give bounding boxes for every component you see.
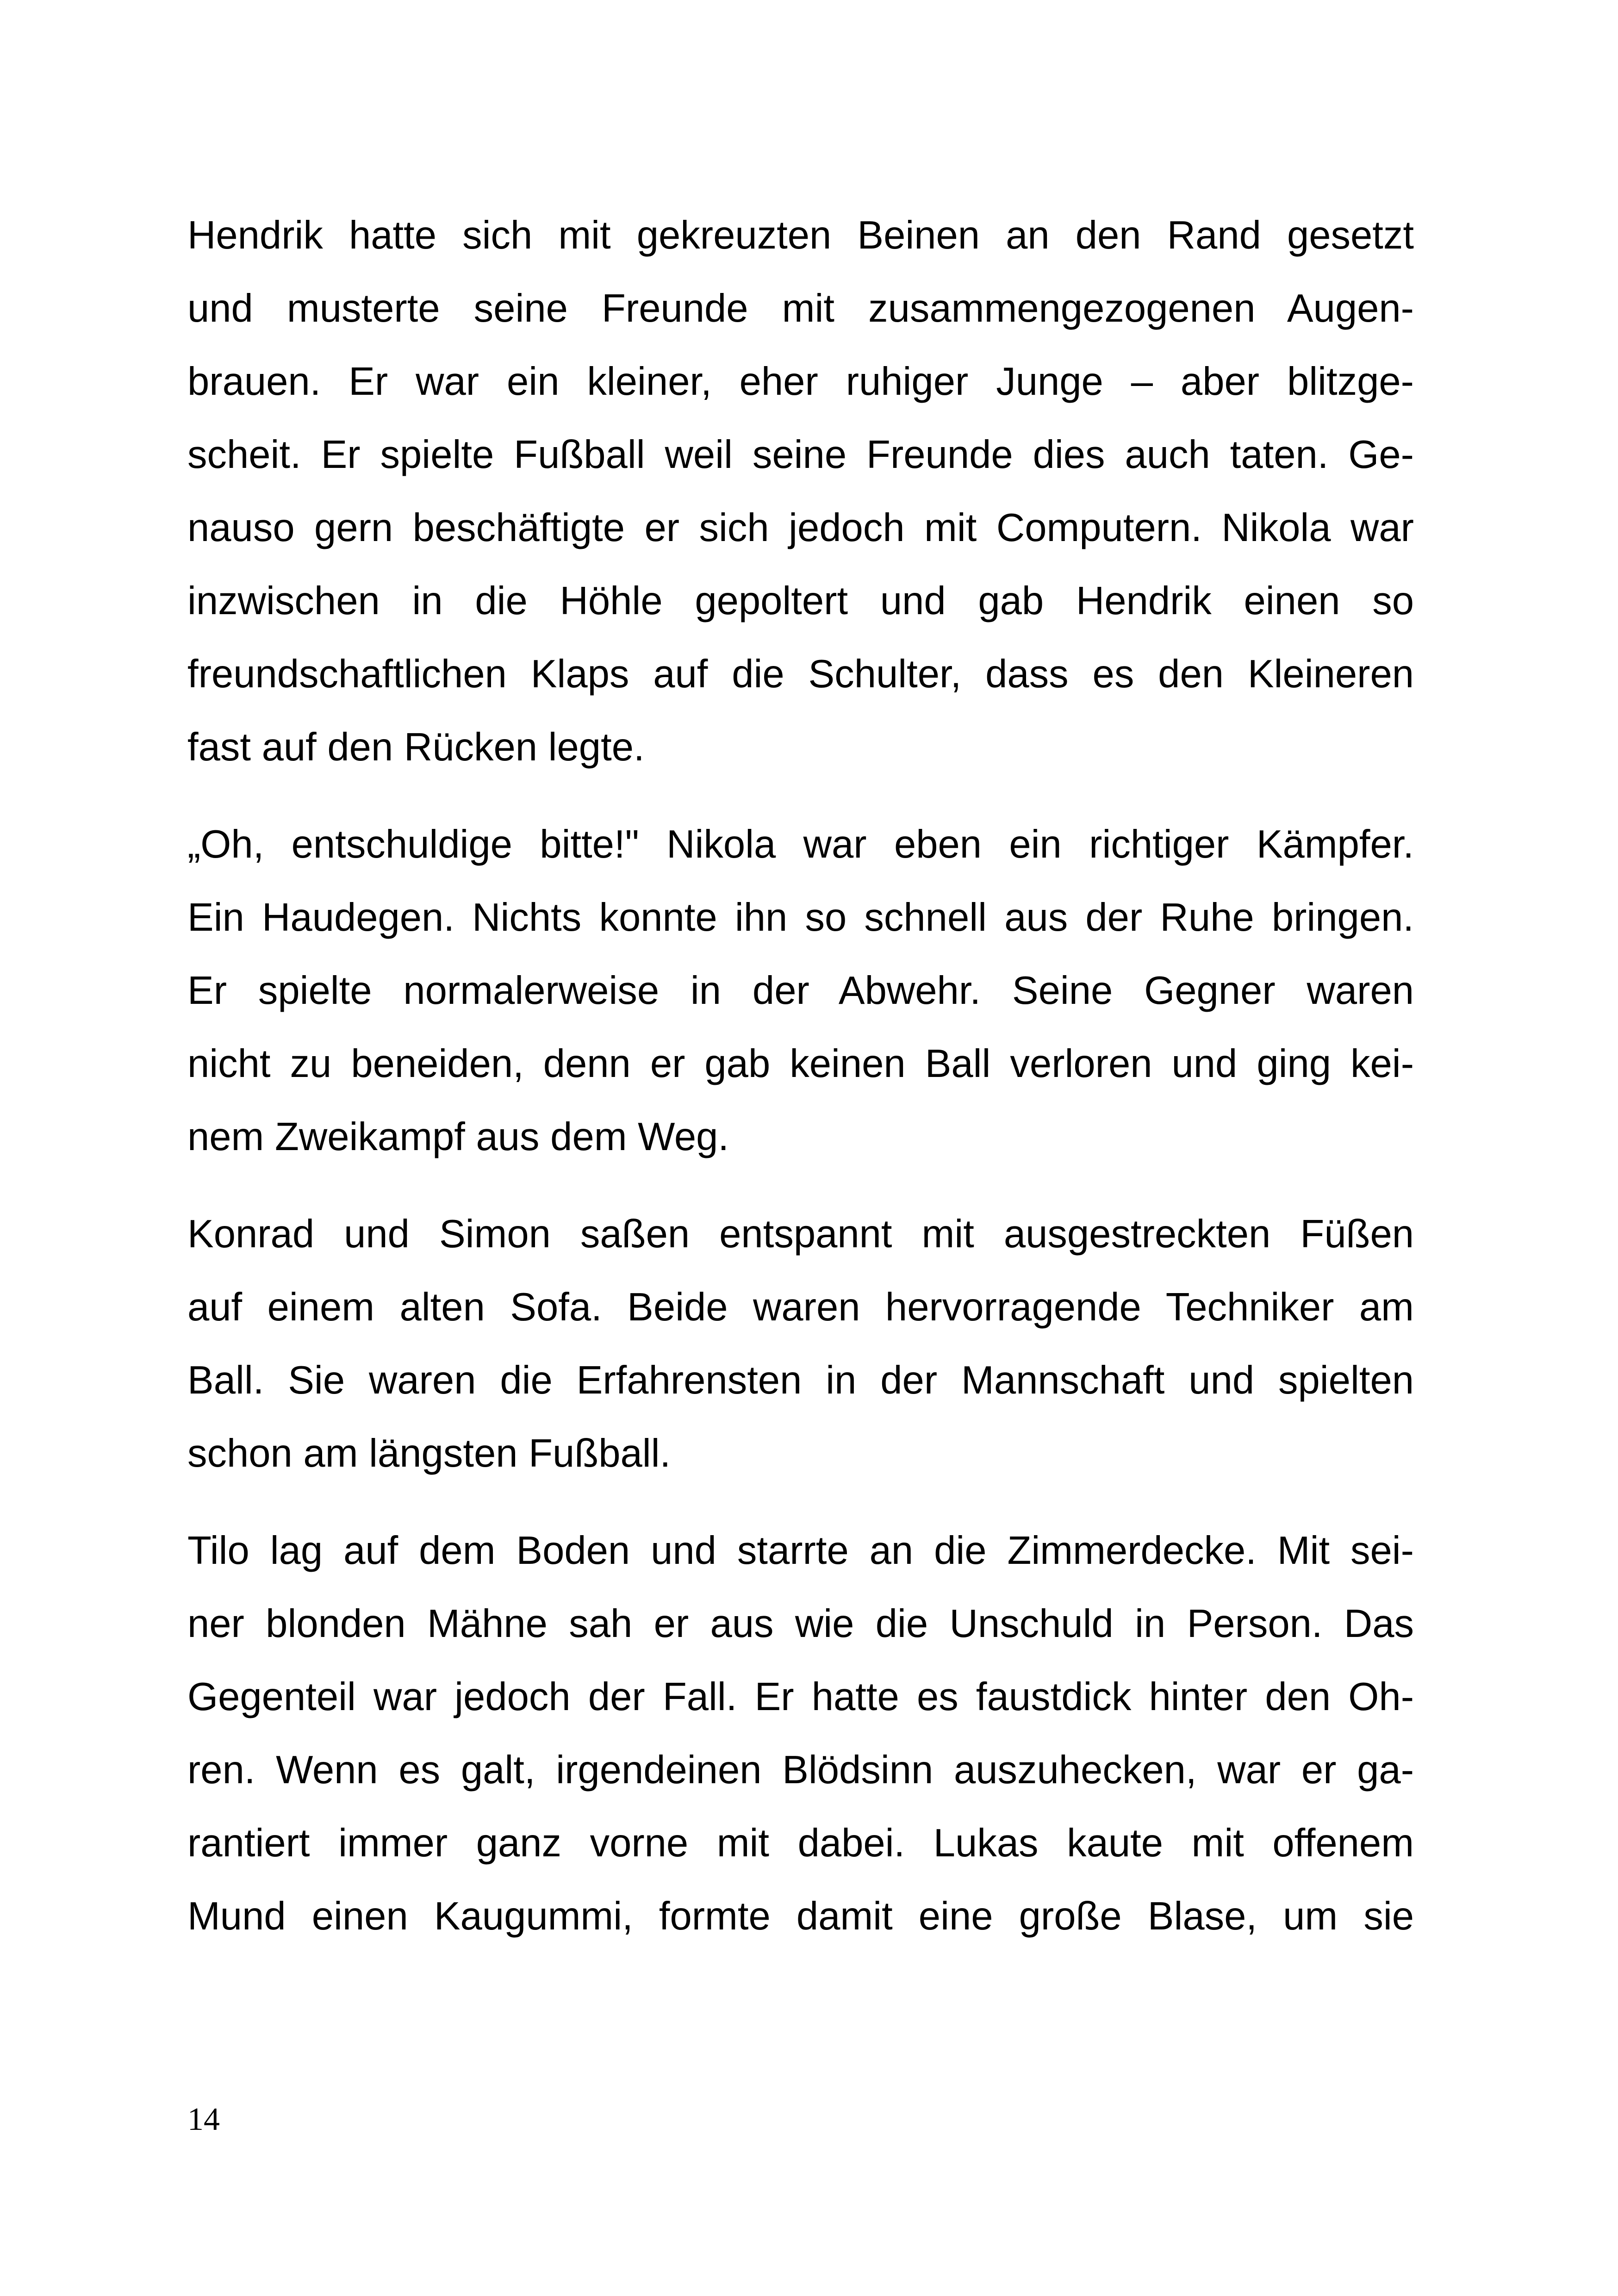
- paragraph-1: [187, 199, 1414, 784]
- text-line: Hendrik hatte sich mit gekreuzten Beinen an den Rand gesetzt: [187, 213, 1414, 257]
- text-line: Mund einen Kaugummi, formte damit eine große Blase, um sie: [187, 1894, 1414, 1938]
- text-line: Tilo lag auf dem Boden und starrte an die Zimmerdecke. Mit sei-: [187, 1529, 1414, 1573]
- text-line: scheit. Er spielte Fußball weil seine Freunde dies auch taten. Ge-: [187, 433, 1414, 477]
- text-line: ner blonden Mähne sah er aus wie die Unschuld in Person. Das: [187, 1602, 1414, 1646]
- text-line: schon am längsten Fußball.: [187, 1431, 671, 1475]
- text-line: Er spielte normalerweise in der Abwehr. Seine Gegner waren: [187, 969, 1414, 1013]
- text-line: nauso gern beschäftigte er sich jedoch mit Computern. Nikola war: [187, 506, 1414, 550]
- text-line: und musterte seine Freunde mit zusammengezogenen Augen-: [187, 286, 1414, 330]
- text-line: Ball. Sie waren die Erfahrensten in der Mannschaft und spielten: [187, 1358, 1414, 1402]
- text-line: Konrad und Simon saßen entspannt mit ausgestreckten Füßen: [187, 1212, 1414, 1256]
- text-line: nem Zweikampf aus dem Weg.: [187, 1115, 729, 1159]
- text-line: ren. Wenn es galt, irgendeinen Blödsinn auszuhecken, war er ga-: [187, 1748, 1414, 1792]
- body-text: [187, 199, 1414, 1977]
- text-line: auf einem alten Sofa. Beide waren hervorragende Techniker am: [187, 1285, 1414, 1329]
- paragraph-3: [187, 1198, 1414, 1490]
- text-line: fast auf den Rücken legte.: [187, 725, 645, 769]
- paragraph-4: [187, 1514, 1414, 1953]
- paragraph-2: [187, 808, 1414, 1174]
- text-line: rantiert immer ganz vorne mit dabei. Lukas kaute mit offenem: [187, 1821, 1414, 1865]
- text-line: Gegenteil war jedoch der Fall. Er hatte es faustdick hinter den Oh-: [187, 1675, 1414, 1719]
- text-line: „Oh, entschuldige bitte!" Nikola war eben ein richtiger Kämpfer.: [187, 822, 1414, 866]
- text-line: inzwischen in die Höhle gepoltert und gab Hendrik einen so: [187, 579, 1414, 623]
- text-line: brauen. Er war ein kleiner, eher ruhiger Junge – aber blitzge-: [187, 360, 1414, 404]
- text-line: Ein Haudegen. Nichts konnte ihn so schnell aus der Ruhe bringen.: [187, 896, 1414, 940]
- page-number: 14: [187, 2102, 220, 2137]
- text-line: freundschaftlichen Klaps auf die Schulter, dass es den Kleineren: [187, 652, 1414, 696]
- text-line: nicht zu beneiden, denn er gab keinen Ball verloren und ging kei-: [187, 1042, 1414, 1086]
